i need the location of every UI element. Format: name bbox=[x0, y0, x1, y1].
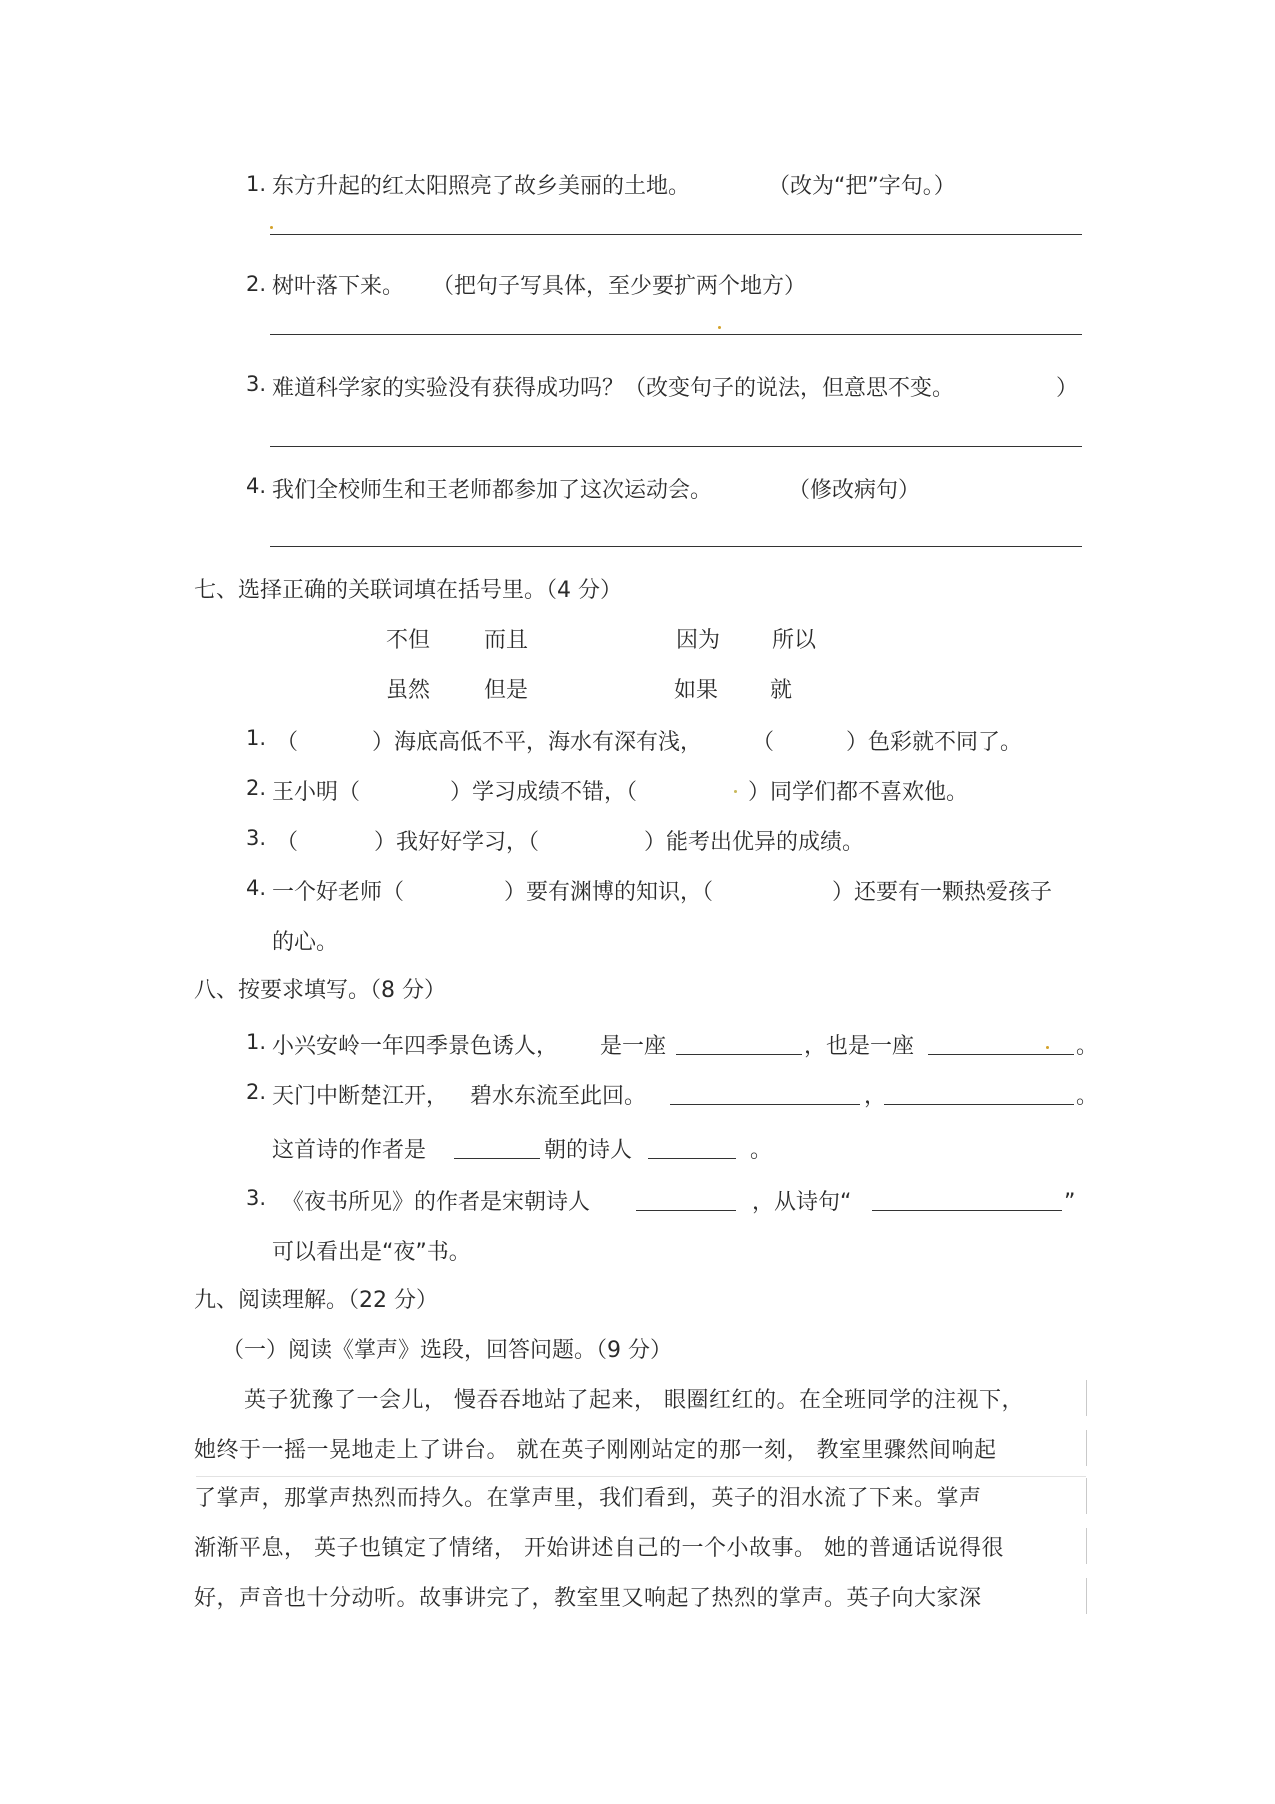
section-heading-8: 八、按要求填写。（8 分） bbox=[194, 978, 446, 1003]
question-text: 我们全校师生和王老师都参加了这次运动会。 bbox=[272, 478, 713, 503]
fill-text: 天门中断楚江开， bbox=[272, 1084, 449, 1109]
word-choice: 就 bbox=[770, 678, 793, 703]
word-choice: 但是 bbox=[484, 678, 529, 703]
answer-line[interactable] bbox=[270, 446, 1082, 447]
scan-margin-line bbox=[1086, 1478, 1087, 1514]
answer-blank[interactable] bbox=[872, 1210, 1062, 1211]
print-speck bbox=[718, 326, 721, 329]
question-note: （改为“把”字句。） bbox=[768, 174, 956, 199]
fill-text: 。 bbox=[1076, 1034, 1099, 1059]
answer-blank[interactable] bbox=[676, 1054, 802, 1055]
passage-line: 渐渐平息， 英子也镇定了情绪， 开始讲述自己的一个小故事。 她的普通话说得很 bbox=[194, 1536, 1004, 1561]
scan-margin-line bbox=[1086, 1578, 1087, 1614]
scan-margin-line bbox=[1086, 1528, 1087, 1564]
item-number: 3. bbox=[246, 1186, 267, 1210]
fill-text: ， bbox=[864, 1084, 887, 1109]
fill-text: 。 bbox=[750, 1138, 773, 1163]
fill-text: ）我好好学习，（ bbox=[374, 830, 540, 855]
fill-text: ）同学们都不喜欢他。 bbox=[748, 780, 969, 805]
passage-line: 了掌声，那掌声热烈而持久。在掌声里，我们看到，英子的泪水流了下来。掌声 bbox=[194, 1486, 982, 1511]
fill-text: ” bbox=[1064, 1190, 1076, 1215]
print-speck bbox=[1046, 1046, 1049, 1049]
passage-line: 英子犹豫了一会儿， 慢吞吞地站了起来， 眼圈红红的。在全班同学的注视下， bbox=[244, 1388, 1024, 1413]
fill-text: 的心。 bbox=[272, 930, 339, 955]
answer-blank[interactable] bbox=[454, 1158, 540, 1159]
fill-text: ，从诗句“ bbox=[752, 1190, 852, 1215]
question-note: （修改病句） bbox=[788, 478, 921, 503]
scan-margin-line bbox=[1086, 1430, 1087, 1466]
fill-text: ）能考出优异的成绩。 bbox=[644, 830, 865, 855]
question-text: 难道科学家的实验没有获得成功吗？（改变句子的说法，但意思不变。 bbox=[272, 376, 955, 401]
item-number: 4. bbox=[246, 474, 267, 498]
answer-blank[interactable] bbox=[670, 1104, 860, 1105]
fill-text: 碧水东流至此回。 bbox=[470, 1084, 647, 1109]
question-note: （把句子写具体，至少要扩两个地方） bbox=[432, 274, 807, 299]
fill-text: 是一座 bbox=[600, 1034, 667, 1059]
fill-text: ）海底高低不平，海水有深有浅， bbox=[372, 730, 703, 755]
item-number: 3. bbox=[246, 826, 267, 850]
fill-text: 王小明（ bbox=[272, 780, 361, 805]
item-number: 1. bbox=[246, 172, 267, 196]
answer-blank[interactable] bbox=[636, 1210, 736, 1211]
fill-text: 小兴安岭一年四季景色诱人， bbox=[272, 1034, 559, 1059]
fill-text: （ bbox=[276, 730, 299, 755]
scan-margin-line bbox=[1086, 1380, 1087, 1416]
word-choice: 所以 bbox=[772, 628, 817, 653]
answer-blank[interactable] bbox=[884, 1104, 1074, 1105]
fill-text: 一个好老师（ bbox=[272, 880, 405, 905]
word-choice: 而且 bbox=[484, 628, 529, 653]
faint-rule bbox=[196, 1476, 1086, 1477]
fill-text: （ bbox=[276, 830, 299, 855]
fill-text: ）要有渊博的知识，（ bbox=[504, 880, 714, 905]
passage-line: 好，声音也十分动听。故事讲完了，教室里又响起了热烈的掌声。英子向大家深 bbox=[194, 1586, 982, 1611]
word-choice: 如果 bbox=[674, 678, 719, 703]
answer-line[interactable] bbox=[270, 234, 1082, 235]
item-number: 1. bbox=[246, 1030, 267, 1054]
item-number: 2. bbox=[246, 272, 267, 296]
fill-text: 这首诗的作者是 bbox=[272, 1138, 427, 1163]
item-number: 2. bbox=[246, 776, 267, 800]
section-heading-9: 九、阅读理解。（22 分） bbox=[194, 1288, 438, 1313]
fill-text: 可以看出是“夜”书。 bbox=[272, 1240, 471, 1265]
item-number: 2. bbox=[246, 1080, 267, 1104]
word-choice: 不但 bbox=[386, 628, 431, 653]
fill-text: 朝的诗人 bbox=[544, 1138, 633, 1163]
answer-blank[interactable] bbox=[648, 1158, 736, 1159]
sub-heading: （一）阅读《掌声》选段，回答问题。（9 分） bbox=[222, 1338, 672, 1363]
word-choice: 因为 bbox=[676, 628, 721, 653]
answer-blank[interactable] bbox=[928, 1054, 1074, 1055]
passage-line: 她终于一摇一晃地走上了讲台。 就在英子刚刚站定的那一刻， 教室里骤然间响起 bbox=[194, 1438, 997, 1463]
fill-text: ，也是一座 bbox=[804, 1034, 915, 1059]
fill-text: （ bbox=[752, 730, 775, 755]
question-text: 东方升起的红太阳照亮了故乡美丽的土地。 bbox=[272, 174, 691, 199]
answer-line[interactable] bbox=[270, 546, 1082, 547]
question-text: 树叶落下来。 bbox=[272, 274, 405, 299]
item-number: 3. bbox=[246, 372, 267, 396]
section-heading-7: 七、选择正确的关联词填在括号里。（4 分） bbox=[194, 578, 622, 603]
question-note: ） bbox=[1056, 376, 1079, 401]
print-speck bbox=[270, 226, 273, 229]
item-number: 4. bbox=[246, 876, 267, 900]
word-choice: 虽然 bbox=[386, 678, 431, 703]
fill-text: ）学习成绩不错，（ bbox=[450, 780, 638, 805]
fill-text: ）还要有一颗热爱孩子 bbox=[832, 880, 1053, 905]
answer-line[interactable] bbox=[270, 334, 1082, 335]
fill-text: 《夜书所见》的作者是宋朝诗人 bbox=[282, 1190, 591, 1215]
fill-text: ）色彩就不同了。 bbox=[846, 730, 1023, 755]
print-speck bbox=[734, 790, 737, 793]
item-number: 1. bbox=[246, 726, 267, 750]
fill-text: 。 bbox=[1076, 1084, 1099, 1109]
